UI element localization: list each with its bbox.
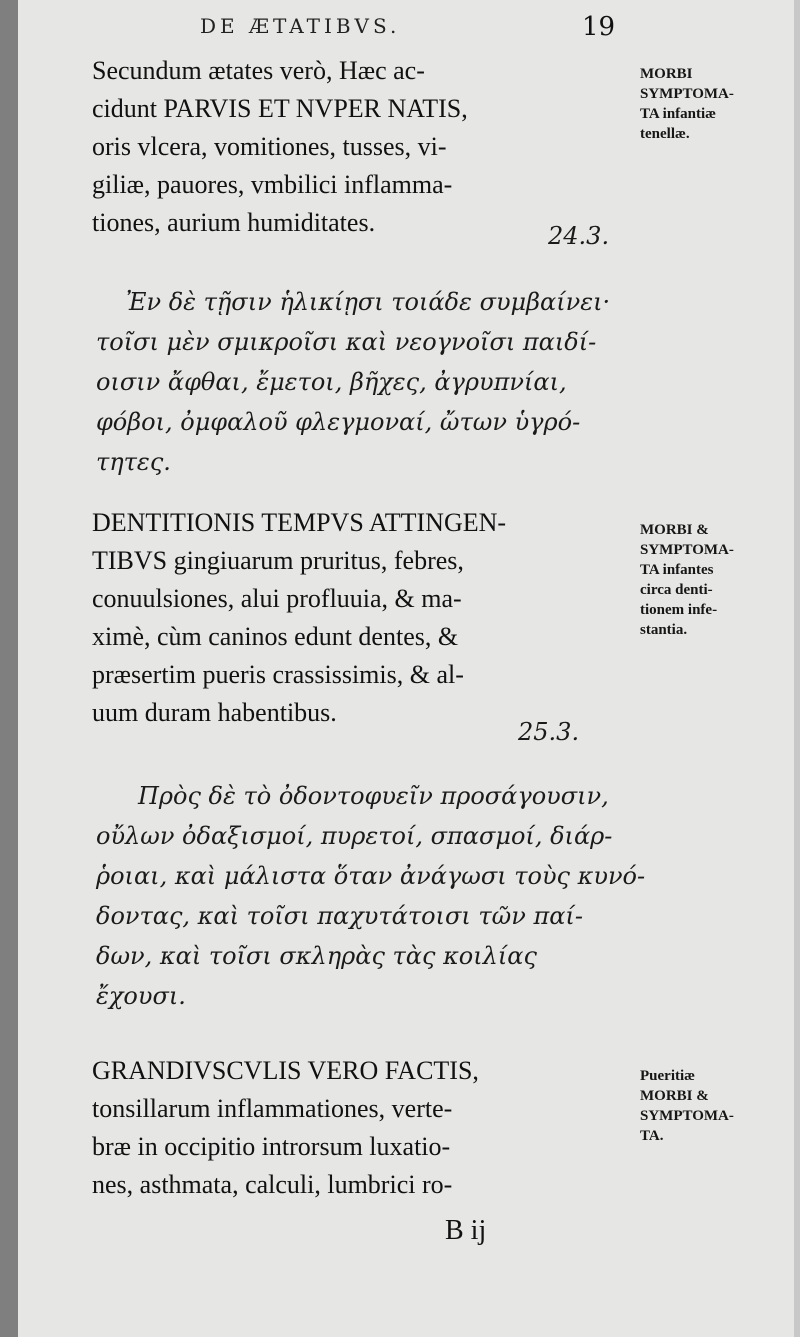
latin-line: TIBVS gingiuarum pruritus, febres,: [92, 546, 464, 575]
margin-line: Pueritiæ: [640, 1068, 695, 1084]
latin-paragraph-3: [92, 1052, 632, 1204]
page-header: [200, 12, 620, 46]
latin-line: conuulsiones, alui profluuia, & ma-: [92, 584, 462, 613]
latin-line: præsertim pueris crassissimis, & al-: [92, 660, 464, 689]
margin-line: SYMPTOMA-: [640, 542, 734, 558]
greek-line: οὔλων ὀδαξισμοί, πυρετοί, σπασμοί, διάρ-: [96, 822, 613, 850]
margin-line: tenellæ.: [640, 126, 690, 142]
latin-line: giliæ, pauores, vmbilici inflamma-: [92, 170, 453, 199]
greek-line: δων, καὶ τοῖσι σκληρὰς τὰς κοιλίας: [96, 942, 537, 970]
page-right-edge: [794, 0, 800, 1337]
latin-paragraph-1: [92, 52, 632, 242]
margin-note-3: [640, 1066, 785, 1146]
latin-line: Secundum ætates verò, Hæc ac-: [92, 56, 425, 85]
greek-line: ῥοιαι, καὶ μάλιστα ὅταν ἀνάγωσι τοὺς κυνό-: [96, 862, 646, 890]
page-number: 19: [582, 12, 616, 42]
margin-line: tionem infe-: [640, 602, 718, 618]
signature-mark: B ij: [445, 1215, 487, 1246]
latin-line: nes, asthmata, calculi, lumbrici ro-: [92, 1170, 453, 1199]
latin-line: uum duram habentibus.: [92, 698, 337, 727]
greek-line: ἔχουσι.: [96, 982, 186, 1010]
greek-line: τοῖσι μὲν σμικροῖσι καὶ νεογνοῖσι παιδί-: [96, 328, 597, 356]
greek-line: οισιν ἄφθαι, ἔμετοι, βῆχες, ἀγρυπνίαι,: [96, 368, 567, 396]
greek-line: φόβοι, ὀμφαλοῦ φλεγμοναί, ὤτων ὑγρό-: [96, 408, 581, 436]
margin-note-2: [640, 520, 785, 640]
margin-line: MORBI: [640, 66, 693, 82]
greek-line: Πρὸς δὲ τὸ ὀδοντοφυεῖν προσάγουσιν,: [138, 782, 609, 810]
greek-paragraph-2: [96, 776, 646, 1016]
greek-line: δοντας, καὶ τοῖσι παχυτάτοισι τῶν παί-: [96, 902, 583, 930]
margin-line: circa denti-: [640, 582, 713, 598]
margin-line: SYMPTOMA-: [640, 1108, 734, 1124]
running-head: DE ÆTATIBVS.: [200, 14, 401, 38]
margin-line: TA infantiæ: [640, 106, 716, 122]
greek-line: Ἐν δὲ τῇσιν ἡλικίῃσι τοιάδε συμβαίνει·: [126, 288, 611, 316]
latin-line: cidunt PARVIS ET NVPER NATIS,: [92, 94, 468, 123]
margin-line: TA.: [640, 1128, 664, 1144]
reference-number: 24.3.: [548, 222, 610, 250]
greek-paragraph-1: [96, 282, 631, 482]
latin-paragraph-2: [92, 504, 632, 732]
reference-number: 25.3.: [518, 718, 580, 746]
margin-note-1: [640, 64, 785, 144]
margin-line: TA infantes: [640, 562, 714, 578]
margin-line: MORBI &: [640, 522, 709, 538]
latin-line: ximè, cùm caninos edunt dentes, &: [92, 622, 459, 651]
margin-line: SYMPTOMA-: [640, 86, 734, 102]
margin-line: MORBI &: [640, 1088, 709, 1104]
latin-line: DENTITIONIS TEMPVS ATTINGEN-: [92, 508, 507, 537]
latin-line: tiones, aurium humiditates.: [92, 208, 376, 237]
latin-line: bræ in occipitio introrsum luxatio-: [92, 1132, 451, 1161]
margin-line: stantia.: [640, 622, 688, 638]
page-left-shadow: [0, 0, 18, 1337]
latin-line: tonsillarum inflammationes, verte-: [92, 1094, 453, 1123]
latin-line: GRANDIVSCVLIS VERO FACTIS,: [92, 1056, 479, 1085]
greek-line: τητες.: [96, 448, 171, 476]
latin-line: oris vlcera, vomitiones, tusses, vi-: [92, 132, 447, 161]
